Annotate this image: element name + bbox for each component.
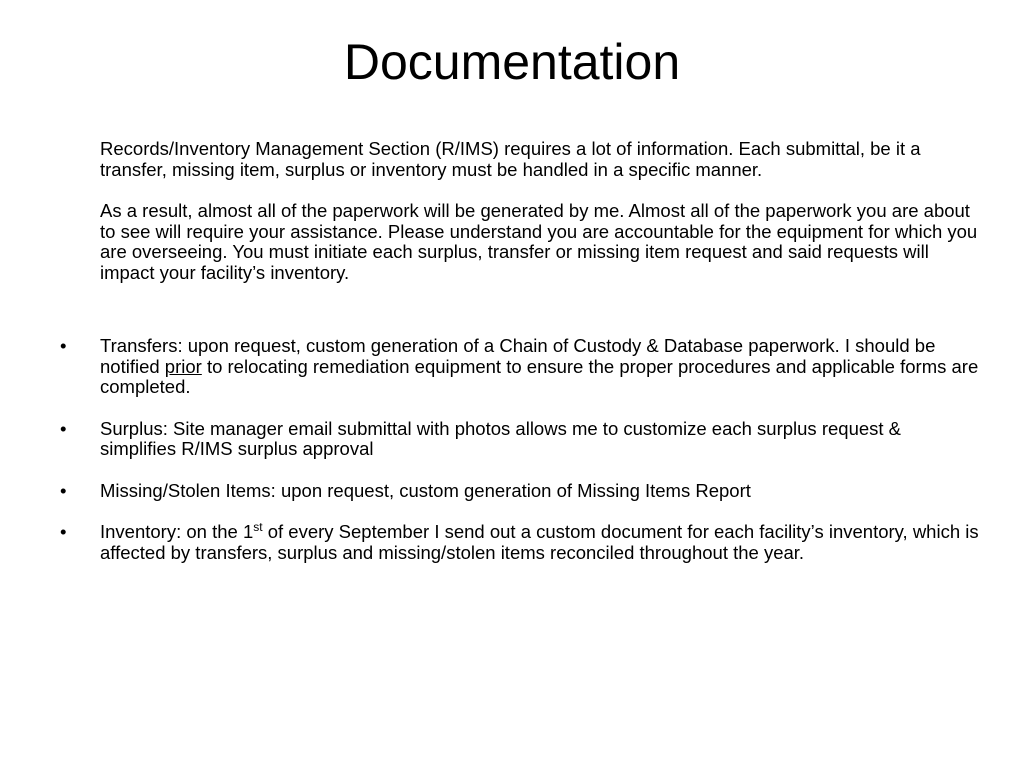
- bullet-item-surplus: [60, 417, 980, 460]
- underlined-word-prior: prior: [164, 355, 202, 377]
- bullet-text-missing: Missing/Stolen Items: upon request, custom generation of Missing Items Report: [100, 479, 751, 501]
- bullet-item-inventory: [60, 520, 980, 563]
- bullet-marker: •: [60, 521, 67, 542]
- slide-title: Documentation: [343, 34, 681, 90]
- responsibility-paragraph: As a result, almost all of the paperwork will be generated by me. Almost all of the paperwork you are about to see will require your assistance. Please understand you are accountable for the equipment for which you are overseeing. You must initiate each surplus, transfer or missing item request and said requests will impact your facility’s inventory.: [100, 200, 978, 283]
- bullet-text-surplus: Surplus: Site manager email submittal with photos allows me to customize each surplus request & simplifies R/IMS surplus approval: [100, 417, 902, 459]
- bullet-marker: •: [60, 479, 67, 501]
- ordinal-superscript: st: [253, 520, 263, 534]
- slide-body: [60, 138, 980, 563]
- bullet-text-transfers-start: Transfers: upon request, custom generation of a Chain of Custody & Database paperwork. I should be notified: [100, 335, 936, 377]
- bullet-item-missing: [60, 479, 980, 502]
- bullet-marker: •: [60, 417, 67, 439]
- bullet-text-inventory-end: of every September I send out a custom document for each facility’s inventory, which is affected by transfers, surplus and missing/stolen items reconciled throughout the year.: [100, 521, 979, 563]
- bullet-text-transfers-end: to relocating remediation equipment to ensure the proper procedures and applicable forms are completed.: [100, 355, 979, 397]
- bullet-marker: •: [60, 335, 67, 356]
- bullet-item-transfers: [60, 335, 980, 398]
- bullet-list: [60, 335, 980, 563]
- bullet-text-inventory-start: Inventory: on the 1: [100, 521, 254, 542]
- intro-paragraph: Records/Inventory Management Section (R/IMS) requires a lot of information. Each submittal, be it a transfer, missing item, surplus or inventory must be handled in a specific manner.: [100, 138, 921, 180]
